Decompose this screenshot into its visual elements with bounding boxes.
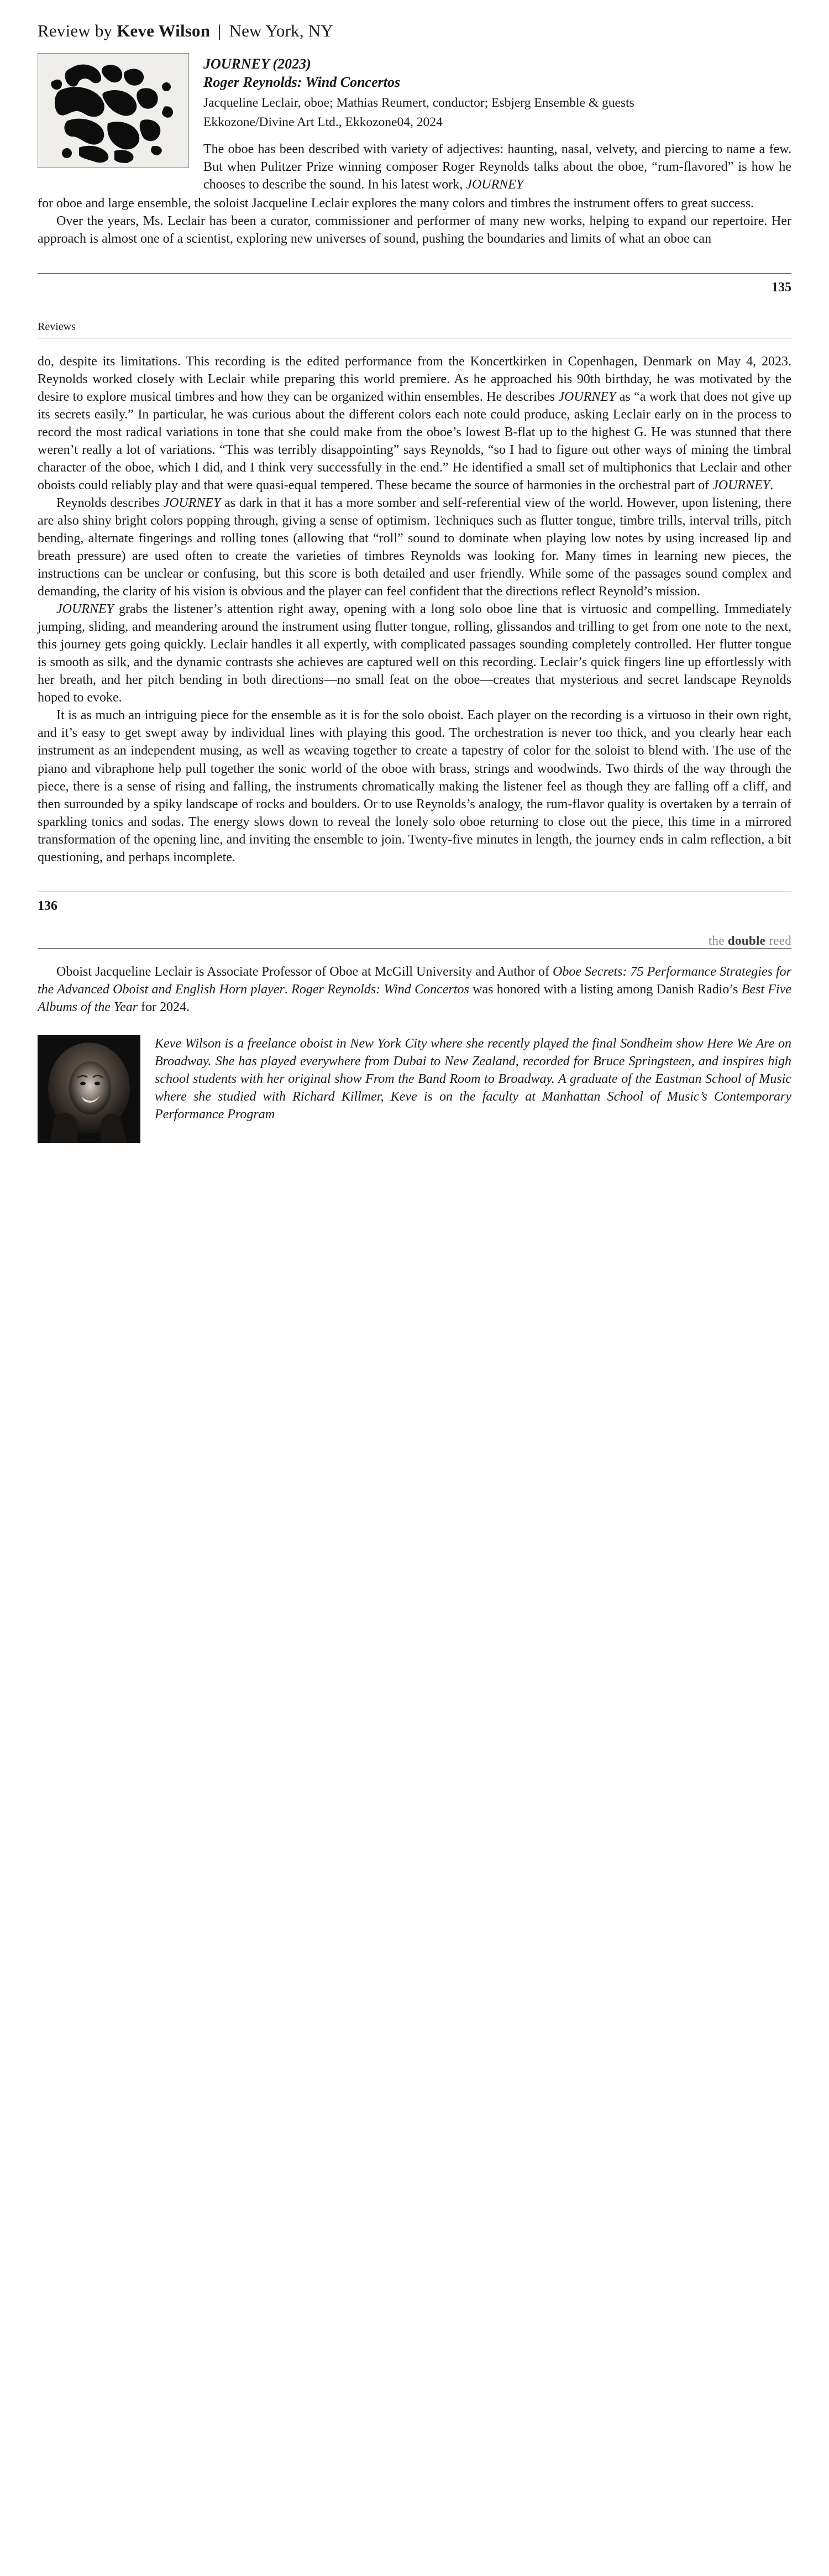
para1-italic-title: JOURNEY (466, 177, 524, 192)
album-metadata (189, 50, 791, 193)
album-subtitle: Roger Reynolds: Wind Concertos (203, 74, 401, 90)
page-2-number: 136 (38, 898, 57, 913)
p2-italic-1: JOURNEY (163, 496, 221, 511)
page-3 (0, 914, 829, 1165)
body-paragraph-3 (38, 600, 791, 706)
byline-location: New York, NY (229, 21, 333, 40)
bio-b: . (284, 982, 292, 997)
page-1-number: 135 (772, 280, 791, 295)
bio-d: for 2024. (138, 1000, 190, 1014)
author-portrait-photo (38, 1035, 140, 1143)
subject-bio-paragraph (38, 963, 791, 1016)
p1-b: as “a work that does not give up its secrets easily.” In particular, he was curious about the different colors each note could produce, asking Leclair early on in the process to record the most radical variations in tone that she could make from the oboe’s lowest B-flat up to the highest G. He was stunned that there weren’t really a lot of variations. “This was terribly disappointing” says Reynolds, “so I had to figure out other ways of mining the timbral character of the oboe, which I did, and I think very successfully in the end.” He identified a small set of multiphonics that Leclair and other oboists could reliably play and that were quasi-equal tempered. These became the source of harmonies in the orchestral part of (38, 389, 792, 493)
album-block (38, 50, 791, 193)
album-cover-image (38, 53, 189, 168)
p1-italic-1: JOURNEY (558, 389, 616, 404)
page-3-content (38, 914, 791, 1165)
bio-a: Oboist Jacqueline Leclair is Associate Professor of Oboe at McGill University and Author of (56, 964, 553, 979)
masthead-the: the (708, 933, 728, 947)
album-label-info: Ekkozone/Divine Art Ltd., Ekkozone04, 2024 (203, 115, 443, 130)
p1-italic-2: JOURNEY (712, 478, 770, 493)
bio-italic-3: Best Five Albums of the Year (38, 982, 792, 1014)
byline-separator: | (218, 21, 222, 40)
p1-c: . (770, 478, 774, 493)
review-byline (38, 0, 791, 50)
album-title: JOURNEY (2023) (203, 56, 311, 72)
page-2-content (38, 295, 791, 914)
body-paragraph-4: It is as much an intriguing piece for the ensemble as it is for the solo oboist. Each player on the recording is a virtuoso in their own right, and it’s easy to get swept away by individual lines with playing this good. The orchestration is never too thick, and you clearly hear each instrument as an independent musing, as well as weaving together to create a tapestry of color for the soloist to blend with. The use of the piano and vibraphone help pull together the sonic world of the oboe with brass, strings and woodwinds. Two thirds of the way through the piece, there is a sense of rising and falling, the instruments chromatically making the listener feel as though they are falling off a cliff, and then surrounded by a spiky landscape of rocks and boulders. Or to use Reynolds’s analogy, the rum-flavor quality is overtaken by a terrain of sparkling tonics and sodas. The energy slows down to reveal the lonely solo oboe returning to close out the piece, this time in a mirrored transformation of the opening line, and inviting the ensemble to join. Twenty-five minutes in length, the journey ends in calm reflection, a bit questioning, and perhaps incomplete. (38, 708, 791, 865)
review-paragraph-2: Over the years, Ms. Leclair has been a curator, commissioner and performer of many new works, helping to expand our repertoire. Her approach is almost one of a scientist, exploring new universes of sound, pushing the boundaries and limits of what an oboe can (38, 213, 791, 246)
album-performers: Jacqueline Leclair, oboe; Mathias Reumert, conductor; Esbjerg Ensemble & guests (203, 95, 634, 110)
byline-author: Keve Wilson (117, 21, 211, 40)
bio-c: was honored with a listing among Danish Radio’s (469, 982, 742, 997)
masthead-reed: reed (765, 933, 791, 947)
page-2 (0, 295, 829, 914)
p3-a: grabs the listener’s attention right away, opening with a long solo oboe line that is virtuosic and compelling. Immediately jumping, sliding, and meandering around the instrument using flutter tongue, rolling, glissandos and trilling to get from one note to the next, this journey gets going quickly. Leclair handles it all expertly, with complicated passages sounding completely controlled. Her flutter tongue is smooth as silk, and the dynamic contrasts she achieves are captured well on this recording. Leclair’s quick fingers line up effortlessly with her breath, and her pitch bending in both directions—no small feat on the oboe—creates that mysterious and secret landscape Reynolds hoped to evoke. (38, 602, 791, 705)
page-1 (0, 0, 829, 295)
bio-italic-1: Oboe Secrets: 75 Performance Strategies for the Advanced Oboist and English Horn player (38, 964, 792, 997)
p2-a: Reynolds describes (56, 496, 164, 511)
p1-a: do, despite its limitations. This recording is the edited performance from the Koncertkirken in Copenhagen, Denmark on May 4, 2023. Reynolds worked closely with Leclair while preparing this world premiere. As he approached his 90th birthday, he was motivated by the desire to explore musical timbres and how they can be organized within ensembles. He describes (38, 354, 791, 404)
page-3-running-head (38, 928, 791, 948)
page-1-content (38, 0, 791, 295)
p3-italic-1: JOURNEY (56, 602, 114, 617)
body-paragraph-1 (38, 353, 791, 494)
p2-b: as dark in that it has a more somber and self-referential view of the world. However, upon listening, there are also shiny bright colors popping through, giving a sense of optimism. Techniques such as flutter tongue, timbre trills, interval trills, pitch bending, alternate fingerings and rolling tones (allowing that “roll” sound to dominate when playing low notes by using increased lip and breath pressure) are used often to create the varieties of timbres Reynolds was looking for. Many times in learning new pieces, the instructions can be unclear or confusing, but this score is both detailed and user friendly. While some of the passages sound complex and demanding, the clarity of his vision is obvious and the player can feel confident that the directions reflect Reynold’s mission. (38, 496, 792, 599)
review-paragraph-1-tail (38, 193, 791, 212)
para1-post: for oboe and large ensemble, the soloist Jacqueline Leclair explores the many colors and timbres the instrument offers to great success. (38, 196, 754, 211)
author-bio-text: Keve Wilson is a freelance oboist in New York City where she recently played the final Sondheim show Here We Are on Broadway. She has played everywhere from Dubai to New Zealand, recorded for Bruce Springsteen, and inspires high school students with her original show From the Band Room to Broadway. A graduate of the Eastman School of Music where she studied with Richard Killmer, Keve is on the faculty at Manhattan School of Music’s Contemporary Performance Program (155, 1036, 791, 1122)
body-paragraph-2 (38, 494, 791, 600)
author-bio-block (38, 1035, 791, 1143)
review-paragraph-1-head (203, 131, 791, 193)
byline-prefix: Review by (38, 21, 113, 40)
masthead-double: double (727, 933, 766, 947)
page-2-running-head: Reviews (38, 320, 76, 333)
para1-pre: The oboe has been described with variety of adjectives: haunting, nasal, velvety, and piercing to name a few. But when Pulitzer Prize winning composer Roger Reynolds talks about the oboe, “rum-flavored” is how he chooses to describe the sound. In his latest work, (203, 142, 791, 192)
bio-italic-2: Roger Reynolds: Wind Concertos (291, 982, 469, 997)
